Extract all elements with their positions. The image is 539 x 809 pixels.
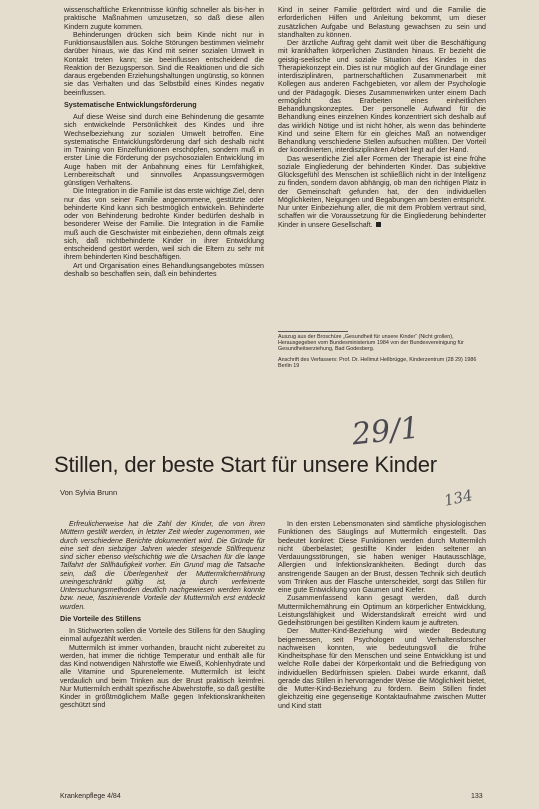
paragraph: Die Integration in die Familie ist das erste wichtige Ziel, denn nur das von seiner Familie angenommene, gestützte oder behinderte Kind kann sich bestmöglich entwickeln. Behinderte oder von Behinderung bedrohte Kinder bedürfen deshalb in besonderer Weise der Familie. Die Integration in die Familie muß auch die Geschwister mit einbeziehen, denn oftmals zeigt sich, daß nichtbehinderte Kinder in ihrer Entwicklung entscheidend gestört werden, weil sich die Eltern zu sehr mit ihrem behinderten Kind beschäftigen. <box>64 187 264 262</box>
section-heading: Die Vorteile des Stillens <box>60 613 141 623</box>
article-title: Stillen, der beste Start für unsere Kinder <box>54 452 437 477</box>
article-byline: Von Sylvia Brunn <box>60 488 118 497</box>
paragraph: Behinderungen drücken sich beim Kinde nicht nur in Funktionsausfällen aus. Solche Störungen bestimmen vielmehr darüber hinaus, wie das Kind mit seiner sozialen Umwelt in Kontakt treten kann; sie beeinflussen entscheidend die Reaktion der Bezugsperson. Sind die Reaktionen und die sich daraus ergebenden Erziehungshaltungen ungünstig, so können sie das Verhalten und das Selbstbild eines Kindes negativ beeinflussen. <box>64 30 264 97</box>
handwritten-annotation: 29/1 <box>350 410 422 453</box>
paragraph: Zusammenfassend kann gesagt werden, daß durch Muttermilchernährung ein Optimum an körperlicher Entwicklung, Leistungsfähigkeit und Widerstandskraft erreicht wird und Gedeihstörungen bei gestillten Kindern kaum je auftreten. <box>278 594 486 627</box>
journal-issue: Krankenpflege 4/84 <box>60 793 121 800</box>
paragraph: Kind in seiner Familie gefördert wird und die Familie die erforderlichen Hilfen und Anleitung bekommt, um dieser zusätzlichen Aufgabe und Belastung gewachsen zu sein und standhalten zu können. <box>278 6 486 39</box>
footnote-text: Auszug aus der Broschüre „Gesundheit für unsere Kinder“ (Nicht grollen), Herausgegeben vom Bundesministerium 1984 von der Bundesvereinigung für Gesundheitserziehung, Bad Godesberg. <box>278 334 464 353</box>
paragraph: Art und Organisation eines Behandlungsangebotes müssen deshalb so beschaffen sein, daß ein behindertes <box>64 261 264 278</box>
paragraph: Der Mutter-Kind-Beziehung wird wieder Bedeutung beigemessen, seit Psychologen und Verhaltensforscher nachweisen konnten, wie bedeutungsvoll die frühe Kindheitsphase für den Menschen und seine Entwicklung ist und welche Rolle dabei der Körperkontakt und die Befriedigung von individuellen Bedürfnissen spielen. Dabei wurde erkannt, daß gerade das Stillen in hervorragender Weise die Möglichkeit bietet, die Mutter-Kind-Beziehung zu fördern. Beim Stillen findet gleichzeitig eine gegenseitige Kontaktaufnahme zwischen Mutter und Kind statt <box>278 627 486 710</box>
paragraph: Muttermilch ist immer vorhanden, braucht nicht zubereitet zu werden, hat immer die richtige Temperatur und enthält alle für das Kind notwendigen Nährstoffe wie Eiweiß, Kohlenhydrate und alle Vitamine und Spurenelemente. Muttermilch ist leicht verdaulich und beim Trinken aus der Brust praktisch keimfrei. Nur Muttermilch enthält spezifische Abwehrstoffe, so daß gestillte Kinder in größtmöglichem Maße gegen Infektionskrankheiten geschützt sind <box>60 643 265 710</box>
paragraph: wissenschaftliche Erkenntnisse künftig schneller als bis-her in praktische Maßnahmen umzusetzen, so daß diese allen Kindern zugute kommen. <box>64 6 264 31</box>
footnote-text: Anschrift des Verfassers: Prof. Dr. Hellmut Hellbrügge, Kinderzentrum (28 29) 1986 Berlin 19 <box>278 357 477 370</box>
paragraph: In den ersten Lebensmonaten sind sämtliche physiologischen Funktionen des Säuglings auf Muttermilch eingestellt. Das bedeutet konkret: Diese Funktionen werden durch Muttermilch nicht überbelastet; gestillte Kinder leiden seltener an Verdauungsstörungen, sie haben weniger Hautausschläge, Allergien und Infektionskrankheiten. Bedingt durch das anstrengende Saugen an der Brust, dessen Technik sich deutlich vom Trinken aus der Flasche unterscheidet, sorgt das Stillen für eine gute Entwicklung von Gaumen und Kiefer. <box>278 520 486 594</box>
paragraph <box>278 155 486 229</box>
article-lead: Erfreulicherweise hat die Zahl der Kinder, die von ihren Müttern gestillt werden, in letzter Zeit wieder zugenommen, wie durch verschiedene Berichte dokumentiert wird. Die Gründe für eine seit den siebziger Jahren wieder steigende Stillfrequenz sind sicher ebenso vielschichtig wie die Ursachen für die lange Talfahrt der Stillhäufigkeit vorher. Ein Grund mag die Tatsache sein, daß die Überlegenheit der Muttermilchernährung uneingeschränkt gültig ist, ja durch verfeinerte Untersuchungsmethoden deutlich nachgewiesen werden konnte bzw. neue, faszinierende Vorteile der Muttermilch erst entdeckt wurden. <box>60 520 265 611</box>
end-of-article-mark <box>376 222 381 227</box>
paragraph: Auf diese Weise sind durch eine Behinderung die gesamte sich entwickelnde Persönlichkeit des Kindes und ihre Wechselbeziehung zur sozialen Umwelt betroffen. Eine systematische Entwicklungsförderung darf sich deshalb nicht im Training von Einzelfunktionen erschöpfen, sondern muß in erster Linie die Förderung der psychosozialen Entwicklung im Auge haben mit der Anbahnung eines für Lernfähigkeit, Lernbereitschaft und sinnvolles Anpassungsvermögen günstigen Verhaltens. <box>64 113 264 187</box>
footnote-address <box>278 357 486 369</box>
handwritten-annotation: 134 <box>442 486 475 510</box>
paragraph-text: Das wesentliche Ziel aller Formen der Therapie ist eine frühe soziale Eingliederung der behinderten Kinder. Das subjektive Glücksgefühl des Menschen ist schließlich nicht in der Intelligenz zu finden, sondern davon abhängig, ob man den richtigen Platz in der Gemeinschaft gefunden hat, der den individuellen Möglichkeiten, Neigungen und Begabungen am besten entspricht. Nur unter Einbeziehung aller, die mit dem Problem vertraut sind, schaffen wir die Voraussetzung für die Eingliederung behinderter Kinder in unsere Gesellschaft. <box>278 154 486 229</box>
paragraph: Der ärztliche Auftrag geht damit weit über die Beschäftigung mit krankhaften körperlichen Zuständen hinaus. Er bezieht die geistig-seelische und soziale Situation des Kindes in das Therapiekonzept ein. Dies ist nur möglich auf der Grundlage einer interdisziplinären, partnerschaftlichen Zusammenarbeit mit Kollegen aus anderen Fachgebieten, vor allem der Psychologie und der Pädagogik. Dieses Zusammenwirken unter einem Dach ermöglicht das Erarbeiten eines einheitlichen Behandlungskonzeptes. Der personelle Aufwand für die Behandlung eines einzelnen Kindes konzentriert sich deshalb auf das wirklich Nötige und ist nicht höher, als wenn das behinderte Kind und seine Eltern für ein gleiches Maß an notwendiger Behandlung verschiedene Stellen aufsuchen müßten. Der Vorteil der koordinierten, interdisziplinären Arbeit liegt auf der Hand. <box>278 39 486 155</box>
article-left-column <box>60 520 265 710</box>
section-heading: Systematische Entwicklungsförderung <box>64 99 197 109</box>
page-number: 133 <box>471 793 483 800</box>
footnote-source <box>278 334 486 353</box>
top-right-column <box>278 6 486 229</box>
paragraph: In Stichworten sollen die Vorteile des Stillens für den Säugling einmal aufgezählt werden. <box>60 627 265 644</box>
footnote-rule <box>278 331 348 332</box>
article-right-column <box>278 520 486 710</box>
top-left-column <box>64 6 264 278</box>
